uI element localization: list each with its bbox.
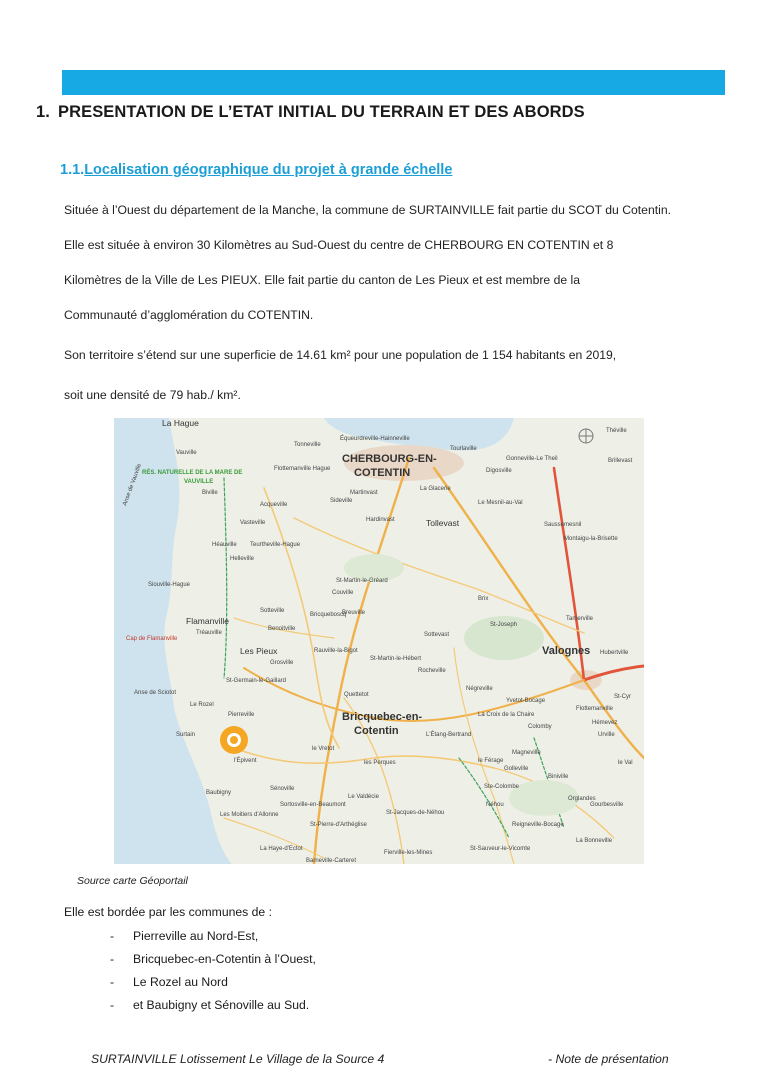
map-label: La Hague	[162, 418, 199, 428]
map-label: Golleville	[504, 766, 529, 772]
map-label-valognes: Valognes	[542, 645, 591, 657]
map-label: Hémevez	[592, 720, 618, 726]
map-label: Pierreville	[228, 712, 255, 718]
map-label: Ste-Colombe	[484, 784, 520, 790]
map-label: Reigneville-Bocage	[512, 822, 564, 828]
map-label: le Vretot	[312, 746, 335, 752]
subsection-heading	[60, 162, 452, 178]
map-label: Héauville	[212, 542, 237, 548]
map-label: La Glacerie	[420, 486, 451, 492]
map-label: Cap de Flamanville	[126, 636, 178, 642]
paragraph-line: Son territoire s’étend sur une superficie de 14.61 km² pour une population de 1 154 habitants en 2019,	[64, 348, 617, 362]
map-label: La Croix de la Chaire	[478, 712, 535, 718]
map-label: les Perques	[364, 760, 396, 766]
list-item-text: Bricquebec-en-Cotentin à l’Ouest,	[133, 952, 316, 966]
map-label: Sénoville	[270, 786, 295, 792]
map-label: Équeurdreville-Hainneville	[340, 436, 410, 442]
map-label: Barneville-Carteret	[306, 858, 357, 864]
map-label: Bricqueboscq	[310, 612, 347, 618]
list-item-text: Le Rozel au Nord	[133, 975, 228, 989]
map-label: Orglandes	[568, 796, 596, 802]
map-label: Biville	[202, 490, 218, 496]
subsection-number: 1.1.	[60, 162, 85, 178]
map-label: Sortosville-en-Beaumont	[280, 802, 346, 808]
map-label: Acqueville	[260, 502, 288, 508]
map-label: Néhou	[486, 802, 504, 808]
map-label: le Val	[618, 760, 633, 766]
border-intro: Elle est bordée par les communes de :	[64, 905, 272, 919]
list-item	[110, 997, 316, 1020]
map-label: Théville	[606, 428, 627, 434]
map-label: Les Pieux	[240, 646, 278, 656]
map-label: Anse de Sciotot	[134, 690, 177, 696]
paragraph-line: Située à l’Ouest du département de la Manche, la commune de SURTAINVILLE fait partie du SCOT du Cotentin.	[64, 203, 671, 217]
footer-right: - Note de présentation	[548, 1052, 669, 1066]
header-accent-bar	[62, 70, 725, 95]
border-communes-list	[110, 928, 316, 1020]
map-label: Saussemesnil	[544, 522, 582, 528]
map-label: Tamerville	[566, 616, 594, 622]
map-label: Négreville	[466, 686, 493, 692]
map-label: Sotteville	[260, 608, 285, 614]
map-label: Biniville	[548, 774, 569, 780]
bullet-dash: -	[110, 975, 115, 989]
footer-left: SURTAINVILLE Lotissement Le Village de la Source 4	[91, 1052, 385, 1066]
map-label: Breuville	[342, 610, 366, 616]
map-label: Tollevast	[426, 518, 460, 528]
map-label: Martinvast	[350, 490, 378, 496]
map-caption: Source carte Géoportail	[77, 875, 188, 887]
map-label: Le Rozel	[190, 702, 214, 708]
section-heading	[36, 103, 585, 122]
map-label: Flamanville	[186, 616, 229, 626]
map-label: Brix	[478, 596, 489, 602]
map-label: Surtain	[176, 732, 196, 738]
map-label: Grosville	[270, 660, 294, 666]
map-label: Benoitville	[268, 626, 296, 632]
map-label: Tonneville	[294, 442, 321, 448]
list-item	[110, 974, 316, 997]
map-label-bricquebec: Bricquebec-en-	[342, 711, 423, 723]
list-item-text: Pierreville au Nord-Est,	[133, 929, 259, 943]
bullet-dash: -	[110, 929, 115, 943]
map-label-cherbourg: COTENTIN	[354, 467, 411, 479]
map-label: Teurtheville-Hague	[250, 542, 301, 548]
map-label: Brillevast	[608, 458, 633, 464]
map-label: St-Sauveur-le-Vicomte	[470, 846, 531, 852]
section-title: PRESENTATION DE L’ETAT INITIAL DU TERRAIN ET DES ABORDS	[57, 103, 585, 121]
map-label: Le Mesnil-au-Val	[478, 500, 523, 506]
map-label: le Férage	[478, 758, 504, 764]
list-item-text: et Baubigny et Sénoville au Sud.	[133, 998, 310, 1012]
subsection-title: Localisation géographique du projet à grande échelle	[84, 162, 453, 178]
map-label: La Haye-d'Ectot	[260, 846, 303, 852]
list-item	[110, 951, 316, 974]
map-label: St-Martin-le-Hébert	[370, 656, 422, 662]
map-label: St-Joseph	[490, 622, 518, 628]
map-label: Hardinvast	[366, 517, 395, 523]
map-label: Le Valdécie	[348, 794, 379, 800]
map-label: Montaigu-la-Brisette	[564, 536, 618, 542]
paragraph-line: Kilomètres de la Ville de Les PIEUX. Elle fait partie du canton de Les Pieux et est membre de la	[64, 273, 580, 287]
map-label: St-Pierre-d'Arthéglise	[310, 822, 367, 828]
map-label-bricquebec: Cotentin	[354, 725, 399, 737]
map-label: l'Épivent	[234, 758, 257, 764]
paragraph-line: soit une densité de 79 hab./ km².	[64, 388, 241, 402]
map-label: Sottevast	[424, 632, 450, 638]
map-label: Helleville	[230, 556, 255, 562]
map-label: L'Étang-Bertrand	[426, 732, 472, 738]
map-label: Hubertville	[600, 650, 629, 656]
map-label: Les Moitiers d'Allonne	[220, 812, 279, 818]
map-label: Colomby	[528, 724, 552, 730]
map-label: St-Germain-le-Gaillard	[226, 678, 287, 684]
map-label: Gourbesville	[590, 802, 624, 808]
location-map	[114, 418, 644, 864]
map-label: Siouville-Hague	[148, 582, 191, 588]
section-number: 1.	[36, 103, 50, 121]
map-label: Flottemanville	[576, 706, 614, 712]
map-label: Sideville	[330, 498, 353, 504]
map-label: Vauville	[176, 450, 197, 456]
map-label: Digosville	[486, 468, 512, 474]
map-label: Fierville-les-Mines	[384, 850, 433, 856]
map-label: Rocheville	[418, 668, 446, 674]
map-label: Yvetot-Bocage	[506, 698, 546, 704]
map-label-cherbourg: CHERBOURG-EN-	[342, 453, 437, 465]
bullet-dash: -	[110, 998, 115, 1012]
map-label: Flottemanville Hague	[274, 466, 331, 472]
paragraph-line: Communauté d’agglomération du COTENTIN.	[64, 308, 314, 322]
map-label: Urville	[598, 732, 615, 738]
paragraph-line: Elle est située à environ 30 Kilomètres au Sud-Ouest du centre de CHERBOURG EN COTENTIN et 8	[64, 238, 614, 252]
map-label-reserve: VAUVILLE	[184, 479, 214, 485]
map-label: Vasteville	[240, 520, 266, 526]
map-label: St-Cyr	[614, 694, 631, 700]
map-label: Gonneville-Le Theil	[506, 456, 558, 462]
bullet-dash: -	[110, 952, 115, 966]
map-label: St-Jacques-de-Néhou	[386, 810, 445, 816]
map-label: Tréauville	[196, 630, 222, 636]
map-label: Tourlaville	[450, 446, 477, 452]
map-label: Magneville	[512, 750, 541, 756]
map-label: La Bonneville	[576, 838, 613, 844]
map-label: St-Martin-le-Gréard	[336, 578, 388, 584]
map-label: Quettetot	[344, 692, 369, 698]
map-label-reserve: RÉS. NATURELLE DE LA MARE DE	[142, 470, 243, 476]
map-label: Couville	[332, 590, 354, 596]
map-label: Rauville-la-Bigot	[314, 648, 358, 654]
list-item	[110, 928, 316, 951]
map-label: Anse de Vauville	[122, 463, 144, 507]
map-label: Baubigny	[206, 790, 232, 796]
